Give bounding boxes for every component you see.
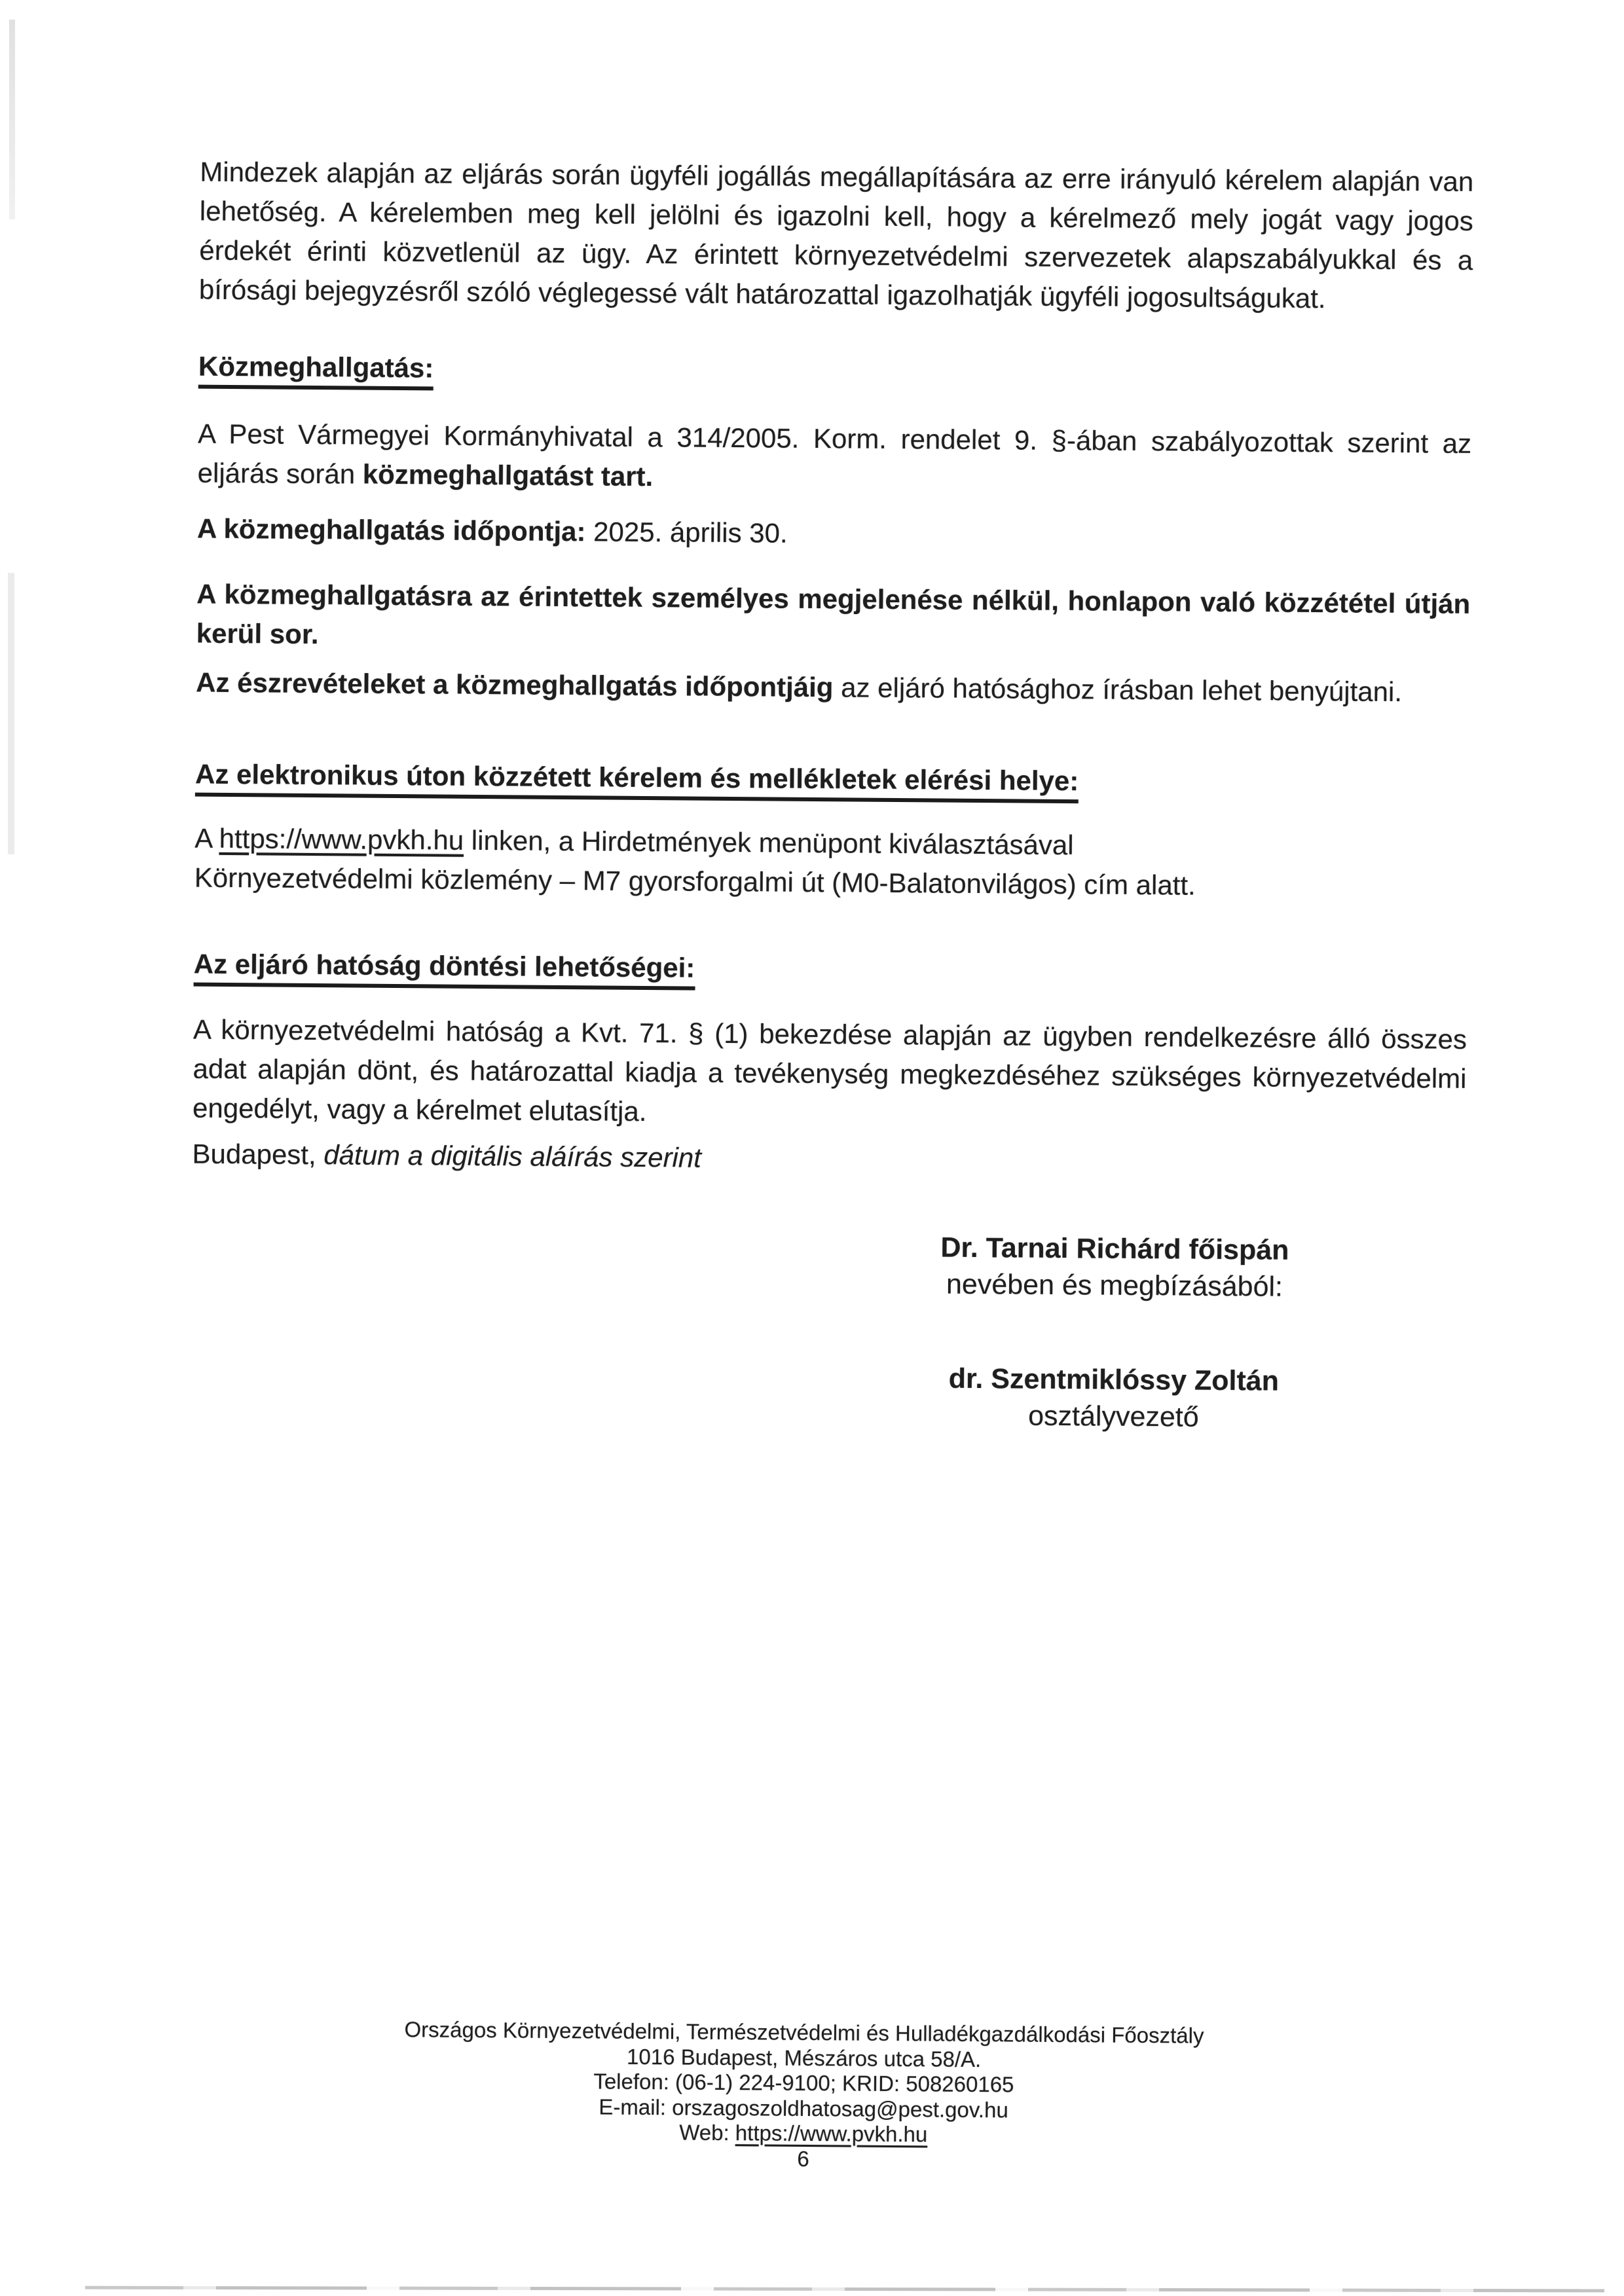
section-heading-dontesi-text: Az eljáró hatóság döntési lehetőségei: [194,949,695,991]
signature-principal-sub: nevében és megbízásából: [946,1268,1283,1303]
idopont-date: 2025. április 30. [585,516,788,549]
paragraph-eszrevetelek [196,663,1469,712]
paragraph-kormanyhivatal-regular: A Pest Vármegyei Kormányhivatal a 314/2005. Korm. rendelet 9. §-ában szabályozottak szerint az eljárás során [197,418,1472,490]
idopont-label: A közmeghallgatás időpontja: [196,513,586,547]
section-heading-kozmeghallgatas [198,347,1472,396]
section-heading-elektronikus [195,755,1469,804]
paragraph-kormanyhivatal [197,414,1471,503]
footer-phone: Telefon: (06-1) 224-9100; KRID: 508260165 [593,2069,1014,2097]
signature-block [805,1228,1422,1437]
footer-address: 1016 Budapest, Mészáros utca 58/A. [626,2044,982,2071]
paragraph-idopont [197,509,1471,558]
page-number: 6 [797,2146,809,2171]
eleresi-line1-prefix: A [194,822,219,854]
footer-web-label: Web: [679,2120,735,2145]
section-heading-elektronikus-text: Az elektronikus úton közzétett kérelem és mellékletek elérési helye: [195,759,1079,804]
paragraph-dontes: A környezetvédelmi hatóság a Kvt. 71. § (1) bekezdése alapján az ügyben rendelkezésre álló összes adat alapján dönt, és határozattal kiadja a tevékenység megkezdéséhez szükséges környezetvédelmi engedélyt, vagy a kérelmet elutasítja. [192,1013,1467,1127]
document-body [192,153,1473,1184]
paragraph-megjelenes: A közmeghallgatásra az érintettek személyes megjelenése nélkül, honlapon való közzététel útján kerül sor. [196,578,1471,650]
signature-signer-title: osztályvezető [1027,1400,1199,1433]
footer-email: E-mail: orszagoszoldhatosag@pest.gov.hu [599,2094,1008,2122]
footer-web-link[interactable]: https://www.pvkh.hu [735,2121,928,2147]
paragraph-kormanyhivatal-bold: közmeghallgatást tart. [362,458,654,492]
eszrevetelek-bold: Az észrevételeket a közmeghallgatás időpontjáig [195,666,834,703]
paragraph-datum [192,1135,1466,1184]
footer-department: Országos Környezetvédelmi, Természetvédelmi és Hulladékgazdálkodási Főosztály [404,2017,1204,2048]
eleresi-line2: Környezetvédelmi közlemény – M7 gyorsforgalmi út (M0-Balatonvilágos) cím alatt. [194,862,1196,901]
datum-digital-signature: dátum a digitális aláírás szerint [323,1139,702,1173]
eszrevetelek-regular: az eljáró hatósághoz írásban lehet benyújtani. [833,672,1403,708]
eleresi-line1-suffix: linken, a Hirdetmények menüpont kiválasztásával [464,824,1074,861]
section-heading-kozmeghallgatas-text: Közmeghallgatás: [198,351,434,391]
paragraph-eleresi-hely [194,819,1469,907]
signature-principal-name: Dr. Tarnai Richárd főispán [940,1231,1289,1266]
page-footer [0,2014,1616,2178]
pvkh-link[interactable]: https://www.pvkh.hu [219,822,464,856]
section-heading-dontesi [194,945,1467,994]
datum-city: Budapest, [192,1138,324,1171]
intro-paragraph: Mindezek alapján az eljárás során ügyféli jogállás megállapítására az erre irányuló kérelem alapján van lehetőség. A kérelemben meg kell jelölni és igazolni kell, hogy a kérelmező mely jogát vagy jogos érdekét érinti közvetlenül az ügy. Az érintett környezetvédelmi szervezetek alapszabályukkal és a bírósági bejegyzésről szóló véglegessé vált határozattal igazolhatják ügyféli jogosultságukat. [198,156,1474,314]
signature-signer-name: dr. Szentmiklóssy Zoltán [948,1362,1280,1397]
